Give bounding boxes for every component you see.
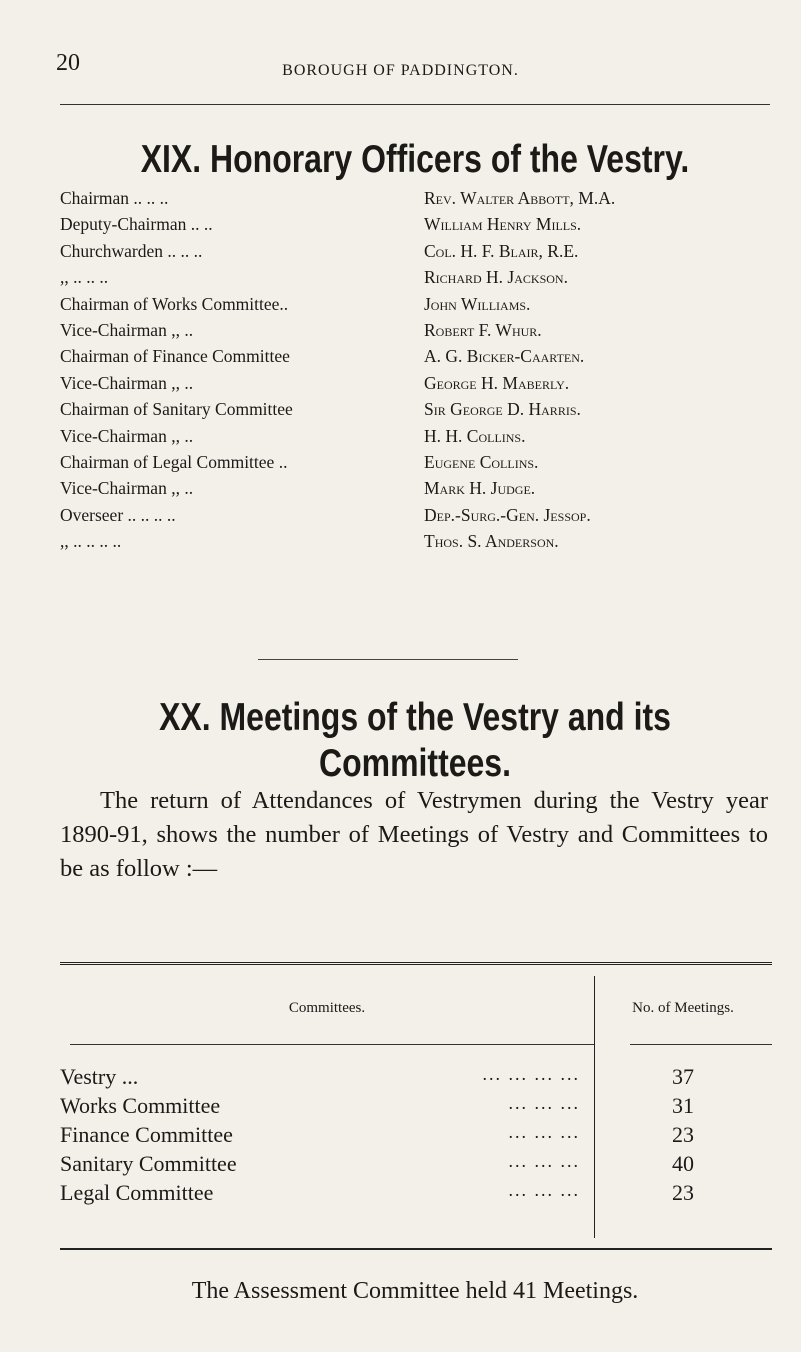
officer-row <box>60 294 790 320</box>
assessment-note: The Assessment Committee held 41 Meetings. <box>191 1278 639 1304</box>
paragraph-text: The return of Attendances of Vestrymen during the Vestry year 1890-91, shows the number of Meetings of Vestry and Committees to be as follow :— <box>60 787 768 882</box>
section-20-title-line-1: XX. Meetings of the Vestry and its <box>159 696 671 739</box>
officer-role: Chairman of Sanitary Committee <box>60 399 293 420</box>
officer-row <box>60 452 790 478</box>
table-row <box>60 1064 772 1088</box>
officer-role: ,, .. .. .. <box>60 267 109 288</box>
officer-role: Chairman .. .. .. <box>60 188 169 208</box>
table-row <box>60 1151 772 1175</box>
meeting-count: 37 <box>672 1064 694 1089</box>
officer-role: Vice-Chairman ,, .. <box>60 372 194 393</box>
officer-name: Dep.-Surg.-Gen. Jessop. <box>424 504 591 525</box>
officer-name: William Henry Mills. <box>424 214 582 235</box>
officer-role: Churchwarden .. .. .. <box>60 240 203 261</box>
officer-row <box>60 478 790 504</box>
officer-role: Chairman of Works Committee.. <box>60 293 289 314</box>
leader-dots: ... ... ... <box>508 1151 580 1171</box>
leader-dots: ... ... ... <box>508 1180 580 1200</box>
officer-name: Richard H. Jackson. <box>424 267 568 288</box>
officer-row <box>60 531 790 557</box>
officer-name: Eugene Collins. <box>424 451 539 472</box>
officer-row <box>60 188 790 214</box>
officer-name: Rev. Walter Abbott, M.A. <box>424 188 616 208</box>
officer-name: John Williams. <box>424 293 531 314</box>
running-title: BOROUGH OF PADDINGTON. <box>282 62 519 79</box>
table-top-rule <box>60 962 772 969</box>
officer-name: George H. Maberly. <box>424 372 570 393</box>
meeting-count: 31 <box>672 1093 694 1118</box>
header-rule <box>60 104 770 105</box>
leader-dots: ... ... ... <box>508 1093 580 1113</box>
officer-role: Deputy-Chairman .. .. <box>60 214 213 235</box>
page-number: 20 <box>56 50 80 76</box>
officer-name: Robert F. Whur. <box>424 319 542 340</box>
officer-role: Chairman of Finance Committee <box>60 346 290 367</box>
header-rule-left <box>70 1044 594 1045</box>
table-row <box>60 1180 772 1204</box>
meeting-count: 23 <box>672 1180 694 1205</box>
officer-role: Vice-Chairman ,, .. <box>60 319 194 340</box>
officer-row <box>60 346 790 372</box>
officer-row <box>60 241 790 267</box>
committee-name: Vestry ... <box>60 1064 139 1089</box>
section-19-title: XIX. Honorary Officers of the Vestry. <box>140 138 690 181</box>
officer-role: Vice-Chairman ,, .. <box>60 478 194 499</box>
officer-role: ,, .. .. .. .. <box>60 531 122 552</box>
officer-name: A. G. Bicker-Caarten. <box>424 346 585 367</box>
officer-row <box>60 373 790 399</box>
officer-name: Sir George D. Harris. <box>424 399 581 420</box>
table-bottom-rule <box>60 1248 772 1250</box>
header-meetings: No. of Meetings. <box>632 1000 734 1016</box>
header-rule-right <box>630 1044 772 1045</box>
officer-row <box>60 426 790 452</box>
table-row <box>60 1093 772 1117</box>
meeting-count: 23 <box>672 1122 694 1147</box>
leader-dots: ... ... ... ... <box>482 1064 580 1084</box>
officer-role: Overseer .. .. .. .. <box>60 504 176 525</box>
section-20-title-line-2: Committees. <box>319 742 511 785</box>
header-committees: Committees. <box>288 1000 366 1016</box>
officer-row <box>60 505 790 531</box>
officer-name: Thos. S. Anderson. <box>424 531 559 552</box>
table-row <box>60 1122 772 1146</box>
section-20-title <box>124 695 706 787</box>
section-divider <box>258 659 518 660</box>
officers-list <box>60 188 790 557</box>
officer-name: Col. H. F. Blair, R.E. <box>424 240 579 261</box>
officer-row <box>60 267 790 293</box>
officer-row <box>60 214 790 240</box>
attendance-paragraph <box>60 784 768 886</box>
committee-name: Works Committee <box>60 1093 221 1118</box>
committee-name: Sanitary Committee <box>60 1151 237 1176</box>
meeting-count: 40 <box>672 1151 694 1176</box>
committee-name: Finance Committee <box>60 1122 233 1147</box>
officer-role: Vice-Chairman ,, .. <box>60 425 194 446</box>
officer-name: H. H. Collins. <box>424 425 526 446</box>
officer-row <box>60 399 790 425</box>
officer-name: Mark H. Judge. <box>424 478 536 499</box>
leader-dots: ... ... ... <box>508 1122 580 1142</box>
officer-row <box>60 320 790 346</box>
committee-name: Legal Committee <box>60 1180 214 1205</box>
officer-role: Chairman of Legal Committee .. <box>60 451 288 472</box>
